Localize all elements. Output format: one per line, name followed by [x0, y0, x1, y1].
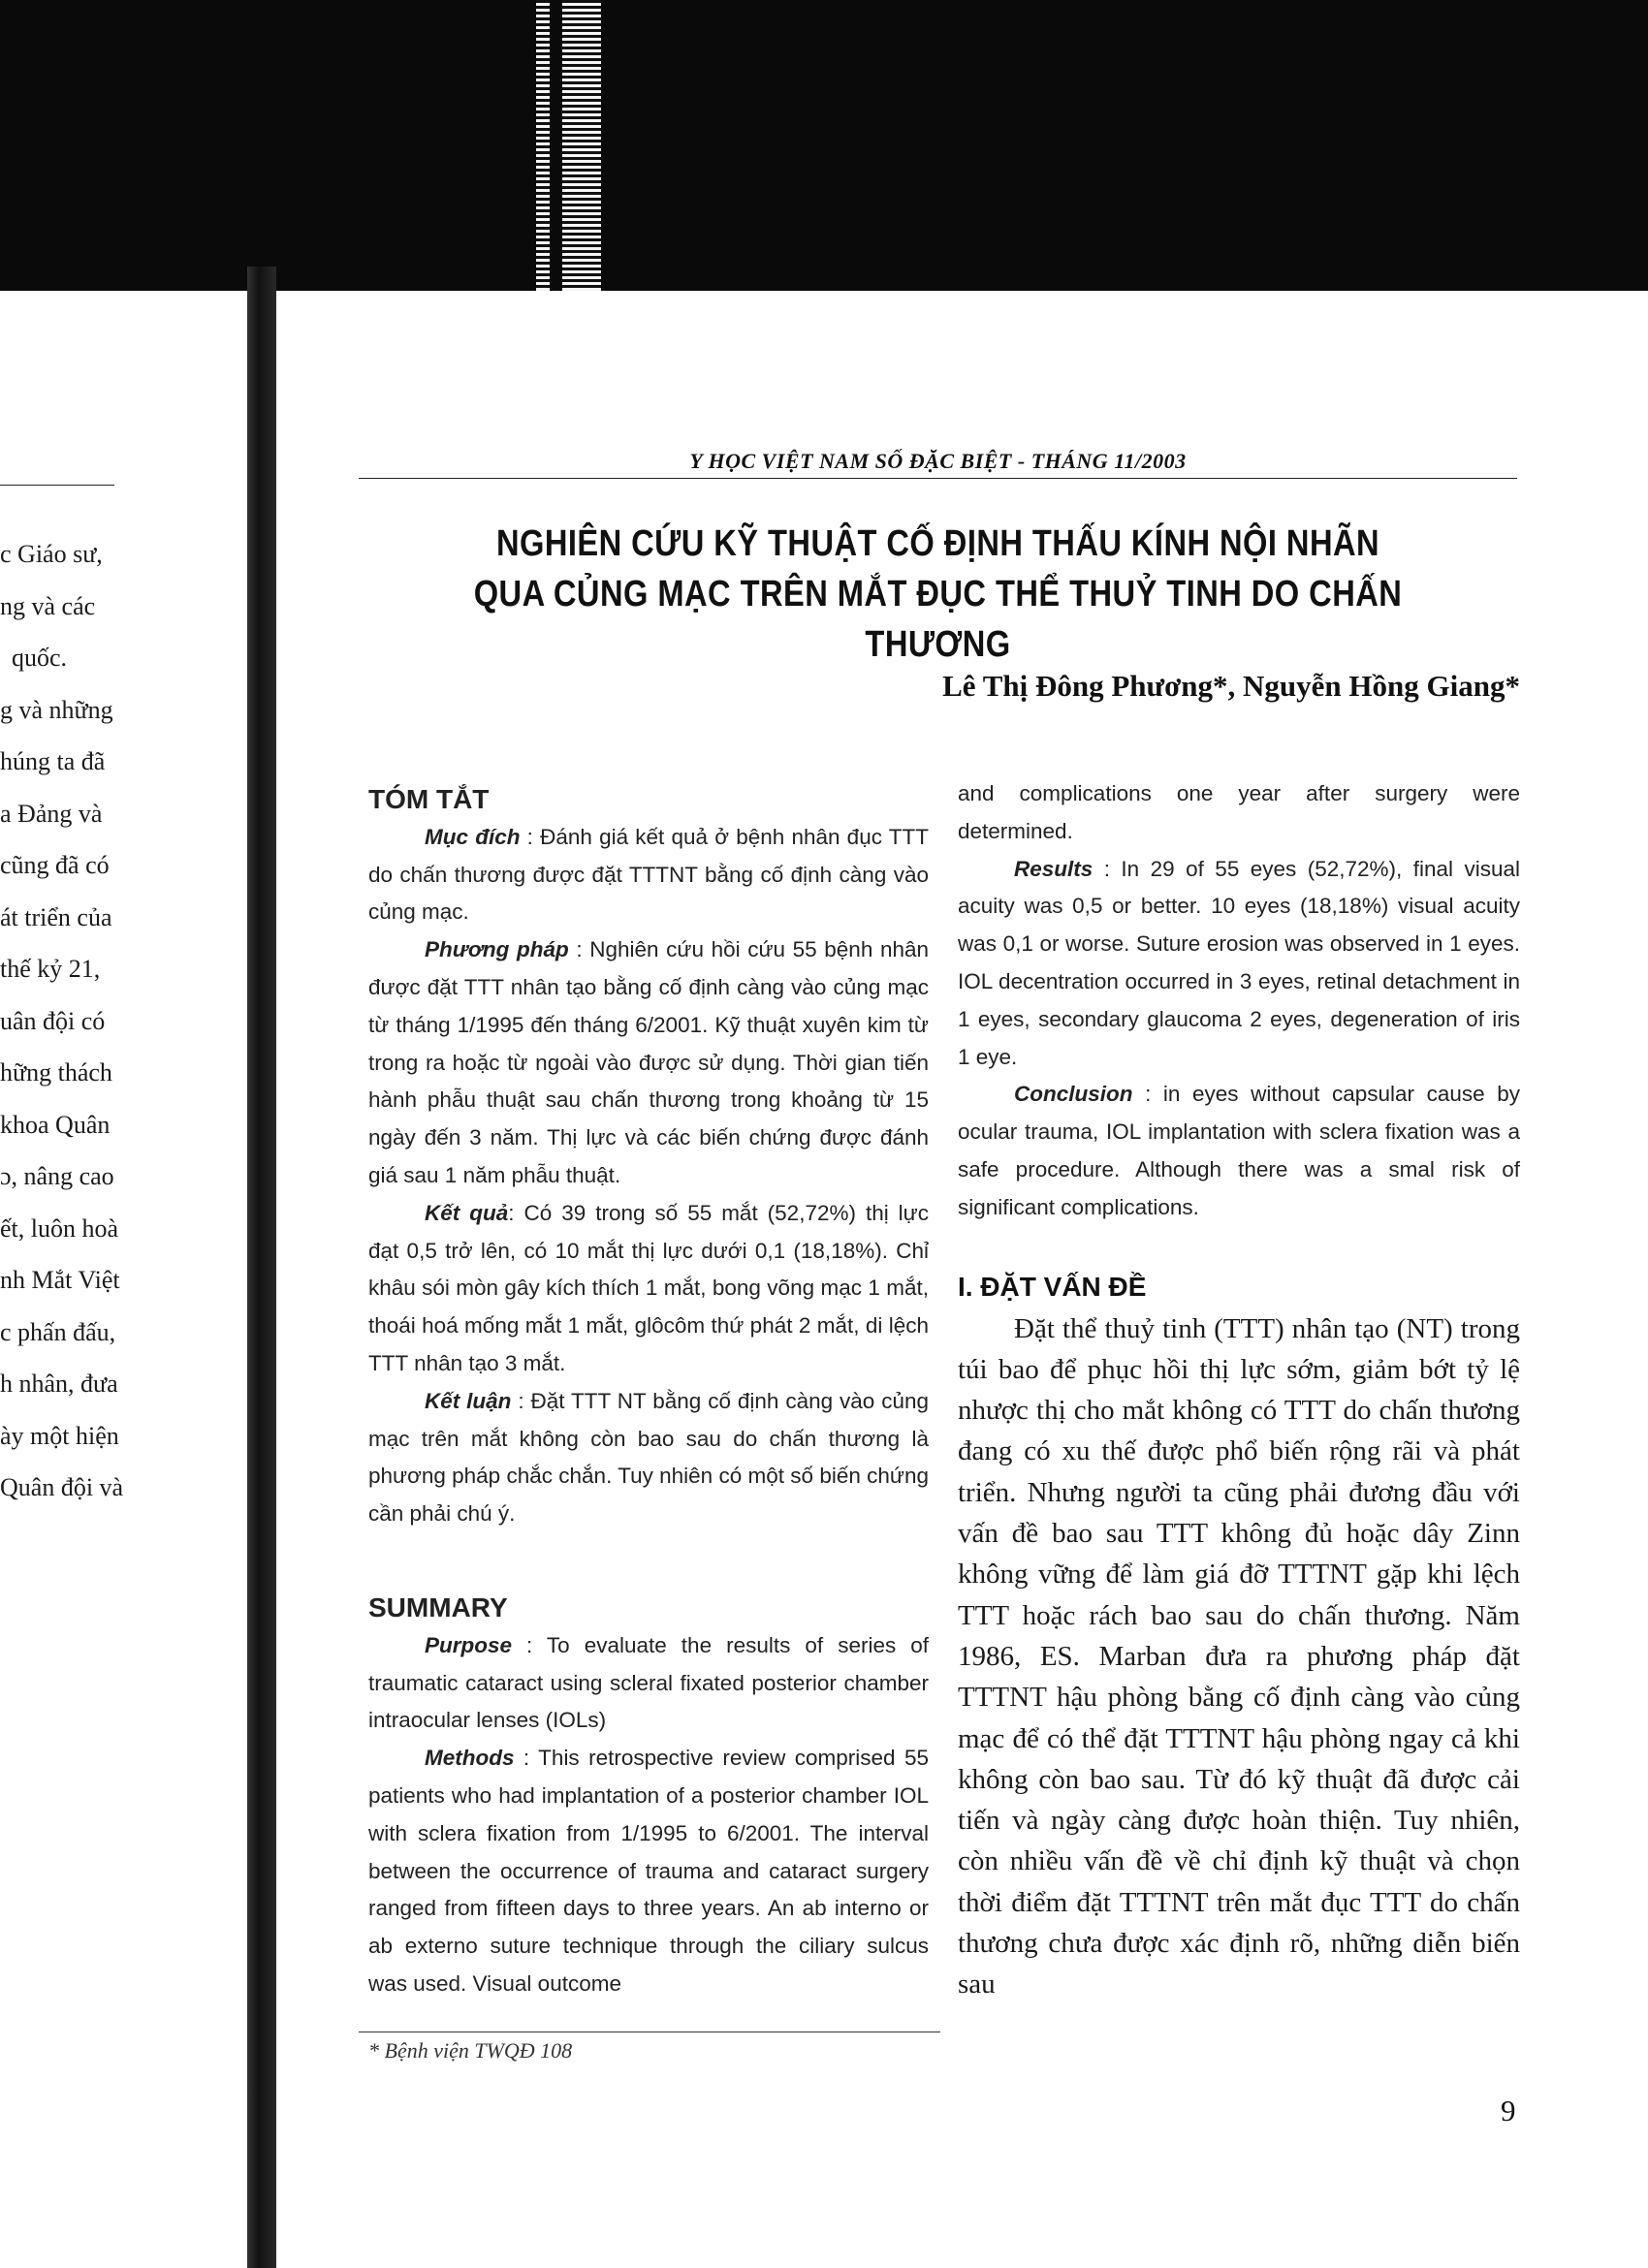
- left-fragment-line: c Giáo sư,: [0, 540, 103, 568]
- summary-heading: SUMMARY: [368, 1591, 508, 1622]
- results-text-en: : In 29 of 55 eyes (52,72%), final visual acuity was 0,5 or better. 10 eyes (18,18%) visual acuity was 0,1 or worse. Suture erosion was observed in 1 eyes. IOL decentration occurred in 3 eyes, retinal detachment in 1 eyes, secondary glaucoma 2 eyes, degeneration of iris 1 eye.: [958, 856, 1520, 1069]
- running-head: Y HỌC VIỆT NAM SỐ ĐẶC BIỆT - THÁNG 11/2003: [359, 449, 1517, 479]
- left-fragment-line: quốc.: [12, 644, 68, 672]
- abstract-purpose-vi: [368, 819, 929, 931]
- left-fragment-line: g và những: [0, 695, 113, 724]
- left-page-rule: [0, 485, 114, 486]
- page-number: 9: [1501, 2094, 1516, 2127]
- purpose-label-vi: Mục đích: [425, 824, 521, 849]
- methods-continued: and complications one year after surgery were determined.: [958, 781, 1520, 843]
- section-1-body: Đặt thể thuỷ tinh (TTT) nhân tạo (NT) trong túi bao để phục hồi thị lực sớm, giảm bớt tỷ lệ nhược thị cho mắt không có TTT do chấn thương đang có xu thế được phổ biến rộng rãi và phát triển. Nhưng người ta cũng phải đương đầu với vấn đề bao sau TTT không đủ hoặc dây Zinn không vững để làm giá đỡ TTTNT gặp khi lệch TTT hoặc rách bao sau do chấn thương. Năm 1986, ES. Marban đưa ra phương pháp đặt TTTNT hậu phòng bằng cố định càng vào củng mạc để có thể đặt TTTNT hậu phòng ngay cả khi không còn bao sau. Từ đó kỹ thuật đã được cải tiến và ngày càng được hoàn thiện. Tuy nhiên, còn nhiều vấn đề về chỉ định kỹ thuật và chọn thời điểm đặt TTTNT trên mắt đục TTT do chấn thương chưa được xác định rõ, những diễn biến sau: [958, 1312, 1520, 2000]
- left-fragment-line: Quân đội và: [0, 1473, 124, 1501]
- purpose-text-vi: : Đánh giá kết quả ở bệnh nhân đục TTT do chấn thương được đặt TTTNT bằng cố định càng vào củng mạc.: [368, 824, 929, 925]
- section-1-heading: I. ĐẶT VẤN ĐỀ: [958, 1271, 1147, 1302]
- left-column: [368, 775, 929, 2003]
- title-line-1: NGHIÊN CỨU KỸ THUẬT CỐ ĐỊNH THẤU KÍNH NỘI NHÃN: [495, 523, 1380, 564]
- right-column: [958, 775, 1520, 2005]
- purpose-text-en: : To evaluate the results of series of traumatic cataract using scleral fixated posterior chamber intraocular lenses (IOLs): [368, 1632, 929, 1733]
- left-fragment-line: ng và các: [0, 591, 96, 620]
- left-fragment-line: cũng đã có: [0, 851, 110, 879]
- scan-dark-band: [0, 0, 1648, 291]
- left-fragment-line: hững thách: [0, 1058, 112, 1087]
- left-fragment-line: khoa Quân: [0, 1110, 111, 1139]
- purpose-label-en: Purpose: [425, 1632, 513, 1657]
- conclusion-text-vi: : Đặt TTT NT bằng cố định càng vào củng mạc trên mắt không còn bao sau do chấn thương là phương pháp chắc chắn. Tuy nhiên có một số biến chứng cần phải chú ý.: [368, 1388, 929, 1527]
- abstract-conclusion-vi: [368, 1383, 929, 1533]
- abstract-heading-vi: TÓM TẮT: [368, 784, 490, 814]
- summary-continued: [958, 775, 1520, 1227]
- method-label-vi: Phương pháp: [425, 937, 569, 962]
- left-fragment-line: nh Mắt Việt: [0, 1266, 120, 1294]
- abstract-result-vi: [368, 1195, 929, 1383]
- left-fragment-line: a Đảng và: [0, 799, 103, 828]
- left-fragment-line: uân đội có: [0, 1006, 106, 1035]
- summary-conclusion: [958, 1076, 1520, 1226]
- abstract-method-vi: [368, 931, 929, 1195]
- left-fragment-line: thế kỷ 21,: [0, 955, 101, 983]
- results-label-en: Results: [1014, 856, 1093, 881]
- title-line-2: QUA CỦNG MẠC TRÊN MẮT ĐỤC THỂ THUỶ TINH DO CHẤN THƯƠNG: [473, 574, 1403, 665]
- scan-glare-strip: [562, 0, 601, 291]
- left-fragment-line: c phấn đấu,: [0, 1317, 116, 1346]
- result-text-vi: : Có 39 trong số 55 mắt (52,72%) thị lực đạt 0,5 trở lên, có 10 mắt thị lực dưới 0,1 (18,18%). Chỉ khâu sói mòn gây kích thích 1 mắt, bong võng mạc 1 mắt, thoái hoá mống mắt 1 mắt, glôcôm thứ phát 2 mắt, di lệch TTT nhân tạo 3 mắt.: [368, 1200, 929, 1375]
- methods-label-en: Methods: [425, 1746, 515, 1771]
- left-fragment-line: ɔ, nâng cao: [0, 1162, 114, 1190]
- result-label-vi: Kết quả: [425, 1200, 509, 1225]
- left-fragment-line: húng ta đã: [0, 747, 106, 775]
- summary-results: [958, 851, 1520, 1077]
- article-title: [440, 519, 1437, 670]
- left-fragment-line: ết, luôn hoà: [0, 1213, 119, 1243]
- footnote: * Bệnh viện TWQĐ 108: [368, 2038, 573, 2063]
- left-fragment-line: ày một hiện: [0, 1421, 119, 1450]
- left-fragment-line: át triển của: [0, 902, 112, 931]
- conclusion-label-en: Conclusion: [1014, 1082, 1133, 1107]
- authors: Lê Thị Đông Phương*, Nguyễn Hồng Giang*: [942, 669, 1520, 703]
- summary-purpose: [368, 1627, 929, 1740]
- left-page-fragment: [0, 528, 184, 1501]
- book-spine-shadow: [247, 267, 276, 2268]
- left-fragment-line: h nhân, đưa: [0, 1370, 118, 1398]
- conclusion-text-en: : in eyes without capsular cause by ocular trauma, IOL implantation with sclera fixation was a safe procedure. Although there was a smal risk of significant complications.: [958, 1082, 1520, 1219]
- conclusion-label-vi: Kết luận: [425, 1388, 512, 1413]
- scan-glare-strip: [536, 0, 550, 291]
- summary-methods: [368, 1740, 929, 2003]
- method-text-vi: : Nghiên cứu hồi cứu 55 bệnh nhân được đặt TTT nhân tạo bằng cố định càng vào củng mạc từ tháng 1/1995 đến tháng 6/2001. Kỹ thuật xuyên kim từ trong ra hoặc từ ngoài vào được sử dụng. Thời gian tiến hành phẫu thuật sau chấn thương trong khoảng từ 15 ngày đến 3 năm. Thị lực và các biến chứng được đánh giá sau 1 năm phẫu thuật.: [368, 937, 930, 1187]
- methods-text-en: : This retrospective review comprised 55 patients who had implantation of a posterior chamber IOL with sclera fixation from 1/1995 to 6/2001. The interval between the occurrence of trauma and cataract surgery ranged from fifteen days to three years. An ab interno or ab externo suture technique through the ciliary sulcus was used. Visual outcome: [368, 1746, 929, 1996]
